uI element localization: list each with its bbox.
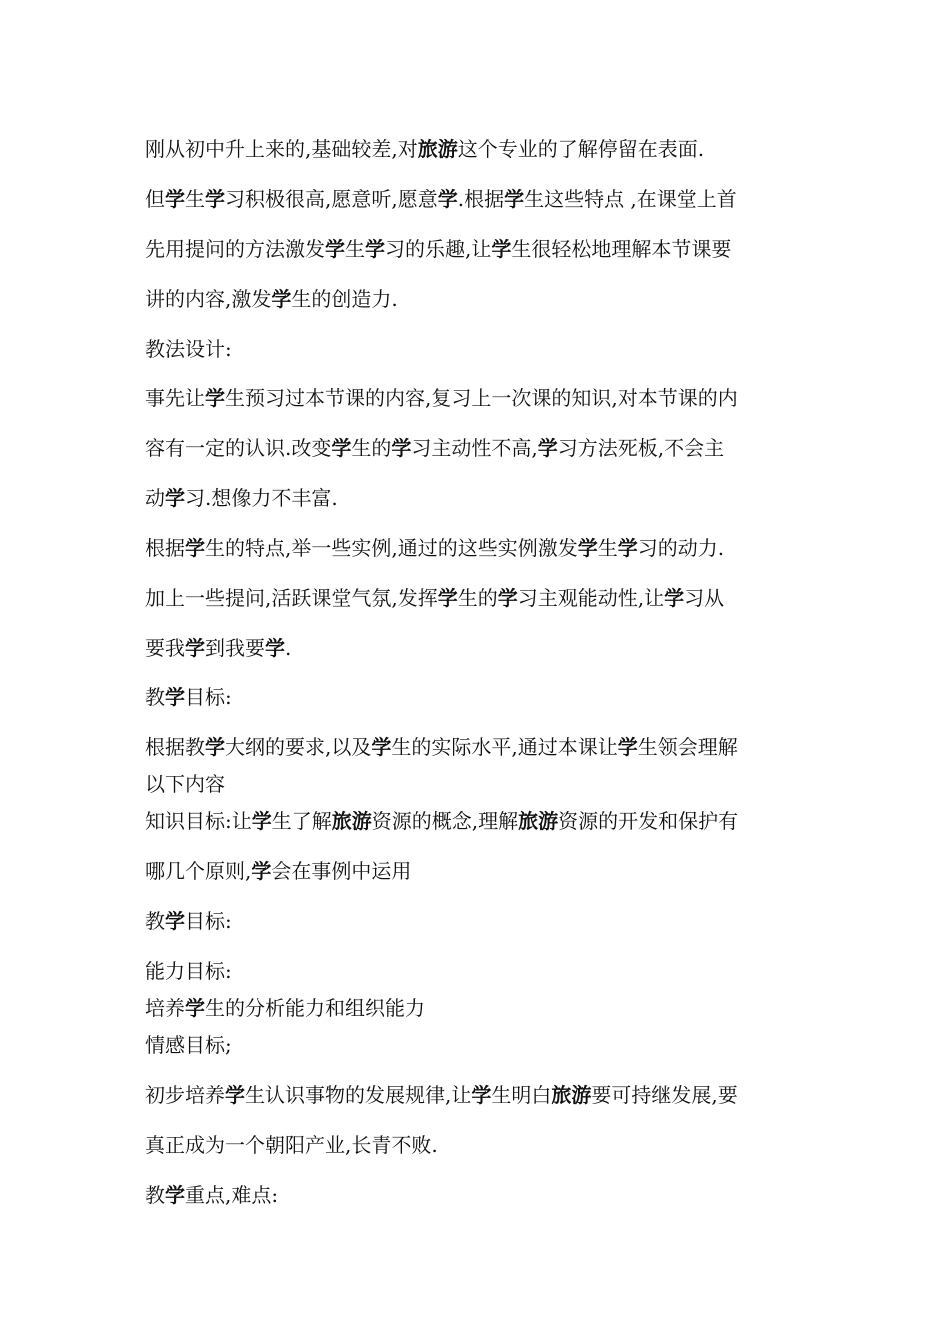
text-segment: 习从	[684, 586, 725, 610]
text-segment: 目标:	[185, 685, 232, 709]
text-segment: 但	[145, 187, 165, 211]
text-line	[145, 807, 825, 835]
text-line	[145, 857, 825, 885]
highlighted-term: 学	[471, 1083, 492, 1107]
text-segment: 生的实际水平,通过本课让	[391, 735, 618, 759]
highlighted-term: 学	[617, 536, 638, 560]
highlighted-term: 学	[391, 436, 412, 460]
text-segment: 生明白	[491, 1083, 552, 1107]
text-line	[145, 135, 825, 163]
text-segment: 能力目标:	[145, 959, 232, 983]
highlighted-term: 学	[537, 436, 558, 460]
text-line	[145, 384, 825, 412]
text-segment: 习的乐趣,让	[385, 237, 492, 261]
text-segment: 先用提问的方法激发	[145, 237, 325, 261]
text-segment: 教	[145, 1183, 165, 1207]
text-line	[145, 683, 825, 711]
text-segment: 生预习过本节课的内容,复习上一次课的知识,对本节课的内	[225, 386, 738, 410]
text-segment: 要可持继发展,要	[591, 1083, 738, 1107]
highlighted-term: 学	[225, 1083, 245, 1107]
text-line	[145, 1081, 825, 1109]
text-segment: 生的	[457, 586, 498, 610]
text-line	[145, 285, 825, 313]
text-segment: 刚从初中升上来的,基础较差,对	[145, 137, 418, 161]
text-segment: .	[285, 636, 292, 660]
text-segment: 培养	[145, 996, 185, 1020]
text-line	[145, 335, 825, 363]
highlighted-term: 学	[205, 386, 225, 410]
text-line	[145, 733, 825, 761]
highlighted-term: 学	[185, 536, 205, 560]
highlighted-term: 学	[271, 287, 292, 311]
text-segment: 以下内容	[145, 772, 225, 796]
text-line	[145, 534, 825, 562]
text-segment: 教法设计:	[145, 337, 232, 361]
highlighted-term: 学	[185, 996, 205, 1020]
text-segment: 习的动力.	[637, 536, 725, 560]
text-segment: 生认识事物的发展规律,让	[245, 1083, 472, 1107]
text-line	[145, 1181, 825, 1209]
highlighted-term: 学	[185, 636, 205, 660]
highlighted-term: 学	[331, 436, 352, 460]
text-segment: 生这些特点 ,在课堂上首	[524, 187, 737, 211]
text-segment: 知识目标:让	[145, 809, 252, 833]
text-segment: 讲的内容,激发	[145, 287, 272, 311]
text-segment: 情感目标;	[145, 1033, 232, 1057]
highlighted-term: 学	[251, 809, 272, 833]
highlighted-term: 学	[577, 536, 598, 560]
text-line	[145, 957, 825, 985]
text-segment: 容有一定的认识.改变	[145, 436, 332, 460]
text-segment: 根据	[145, 536, 185, 560]
highlighted-term: 学	[205, 187, 225, 211]
text-segment: 教	[145, 685, 165, 709]
text-segment: .根据	[457, 187, 505, 211]
text-segment: 动	[145, 486, 165, 510]
highlighted-term: 学	[371, 735, 392, 759]
text-segment: 教	[145, 909, 165, 933]
highlighted-term: 旅游	[518, 809, 559, 833]
text-segment: 大纲的要求,以及	[225, 735, 372, 759]
highlighted-term: 学	[165, 909, 185, 933]
text-segment: 生的创造力.	[291, 287, 398, 311]
text-line	[145, 584, 825, 612]
text-segment: 习.想像力不丰富.	[185, 486, 338, 510]
highlighted-term: 学	[664, 586, 685, 610]
text-segment: 生的特点,举一些实例,通过的这些实例激发	[205, 536, 578, 560]
text-segment: 资源的开发和保护有	[558, 809, 739, 833]
highlighted-term: 学	[617, 735, 638, 759]
text-segment: 目标:	[185, 909, 232, 933]
text-segment: 真正成为一个朝阳产业,长青不败.	[145, 1133, 438, 1157]
text-segment: 事先让	[145, 386, 205, 410]
text-segment: 生的	[351, 436, 392, 460]
text-segment: 会在事例中运用	[271, 859, 412, 883]
text-line	[145, 434, 825, 462]
text-line	[145, 907, 825, 935]
text-segment: 生领会理解	[637, 735, 738, 759]
highlighted-term: 学	[497, 586, 518, 610]
text-line	[145, 994, 825, 1022]
text-line	[145, 1131, 825, 1159]
text-segment: 哪几个原则,	[145, 859, 252, 883]
highlighted-term: 学	[205, 735, 225, 759]
text-segment: 生了解	[271, 809, 332, 833]
text-segment: 这个专业的了解停留在表面.	[457, 137, 705, 161]
text-line	[145, 235, 825, 263]
text-segment: 重点,难点:	[185, 1183, 279, 1207]
highlighted-term: 学	[491, 237, 512, 261]
text-segment: 习主观能动性,让	[517, 586, 665, 610]
text-segment: 习方法死板,不会主	[557, 436, 725, 460]
text-segment: 加上一些提问,活跃课堂气氛,发挥	[145, 586, 438, 610]
highlighted-term: 旅游	[331, 809, 372, 833]
highlighted-term: 旅游	[551, 1083, 592, 1107]
highlighted-term: 学	[504, 187, 525, 211]
highlighted-term: 学	[325, 237, 345, 261]
text-segment: 生很轻松地理解本节课要	[511, 237, 732, 261]
highlighted-term: 学	[265, 636, 285, 660]
text-line	[145, 1031, 825, 1059]
text-segment: 到我要	[205, 636, 265, 660]
highlighted-term: 学	[437, 586, 458, 610]
text-line	[145, 770, 825, 798]
text-segment: 生	[597, 536, 618, 560]
text-segment: 根据教	[145, 735, 205, 759]
text-segment: 生	[185, 187, 205, 211]
text-segment: 习积极很高,愿意听,愿意	[225, 187, 438, 211]
highlighted-term: 学	[165, 187, 185, 211]
text-segment: 生	[345, 237, 365, 261]
text-segment: 要我	[145, 636, 185, 660]
highlighted-term: 学	[165, 486, 185, 510]
text-segment: 习主动性不高,	[411, 436, 538, 460]
highlighted-term: 学	[165, 685, 185, 709]
text-line	[145, 634, 825, 662]
highlighted-term: 学	[365, 237, 385, 261]
text-segment: 生的分析能力和组织能力	[205, 996, 425, 1020]
text-segment: 初步培养	[145, 1083, 225, 1107]
text-line	[145, 185, 825, 213]
text-line	[145, 484, 825, 512]
highlighted-term: 学	[437, 187, 458, 211]
highlighted-term: 学	[165, 1183, 185, 1207]
highlighted-term: 学	[251, 859, 272, 883]
text-segment: 资源的概念,理解	[371, 809, 519, 833]
highlighted-term: 旅游	[417, 137, 458, 161]
